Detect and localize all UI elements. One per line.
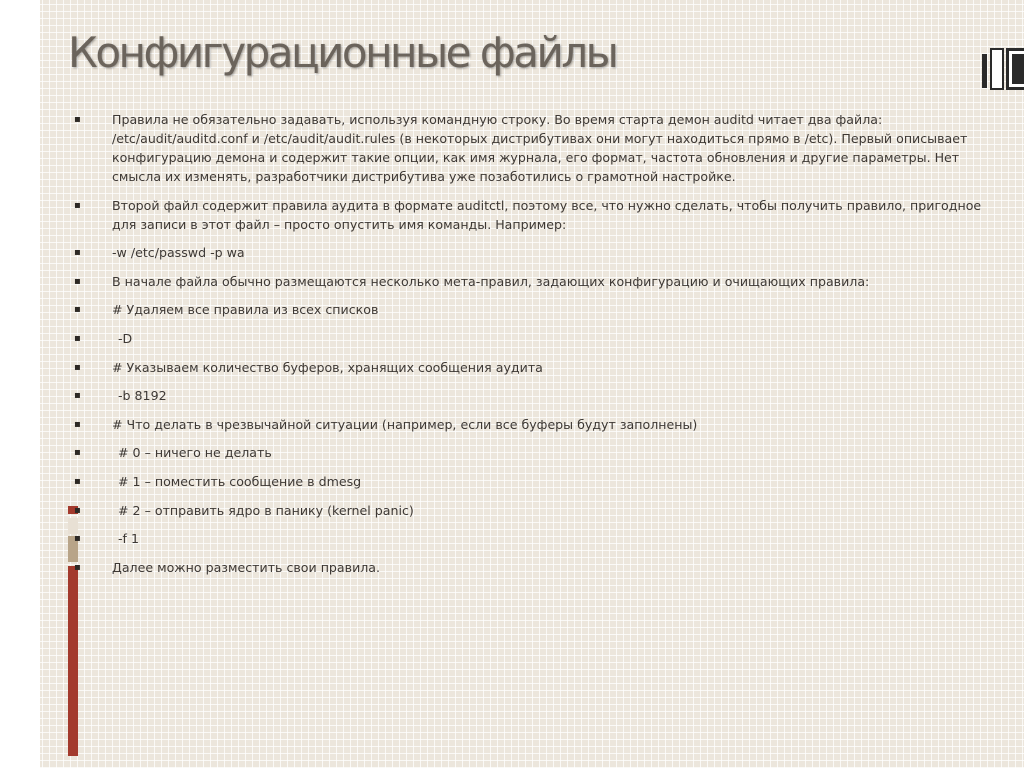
list-item <box>72 443 992 462</box>
list-item <box>72 415 992 434</box>
list-item-text: # Удаляем все правила из всех списков <box>112 302 379 318</box>
bullet-icon: ▪ <box>74 361 81 373</box>
corner-decoration-icon <box>982 48 1024 90</box>
bullet-icon: ▪ <box>74 199 81 211</box>
list-item-text: Далее можно разместить свои правила. <box>112 559 381 575</box>
bullet-icon: ▪ <box>74 447 81 459</box>
list-item <box>72 358 992 377</box>
list-item <box>72 329 992 348</box>
bullet-icon: ▪ <box>74 275 81 287</box>
bullet-list <box>72 110 992 586</box>
list-item <box>72 501 992 520</box>
list-item <box>72 529 992 548</box>
list-item <box>72 300 992 319</box>
list-item <box>72 243 992 262</box>
bullet-icon: ▪ <box>74 561 81 573</box>
list-item-text: -w /etc/passwd -p wa <box>112 245 245 261</box>
list-item-text: -f 1 <box>118 531 139 547</box>
list-item-text: -b 8192 <box>118 388 167 404</box>
list-item <box>72 272 992 291</box>
list-item-text: # Указываем количество буферов, хранящих сообщения аудита <box>112 359 543 375</box>
list-item <box>72 386 992 405</box>
list-item-text: # 1 – поместить сообщение в dmesg <box>118 473 362 489</box>
bullet-icon: ▪ <box>74 247 81 259</box>
list-item-text: # 0 – ничего не делать <box>118 445 272 461</box>
list-item <box>72 472 992 491</box>
list-item-text: Второй файл содержит правила аудита в формате auditctl, поэтому все, что нужно сделать, чтобы получить правило, пригодное для записи в этот файл – просто опустить имя команды. Например: <box>112 197 982 232</box>
left-frame <box>0 0 40 768</box>
list-item-text: -D <box>118 330 133 346</box>
list-item-text: # 2 – отправить ядро в панику (kernel panic) <box>118 502 414 518</box>
bullet-icon: ▪ <box>74 475 81 487</box>
list-item-text: В начале файла обычно размещаются несколько мета-правил, задающих конфигурацию и очищающих правила: <box>112 273 870 289</box>
list-item-text: # Что делать в чрезвычайной ситуации (например, если все буферы будут заполнены) <box>112 416 698 432</box>
slide-title: Конфигурационные файлы <box>68 28 617 77</box>
bullet-icon: ▪ <box>74 418 81 430</box>
bullet-icon: ▪ <box>74 304 81 316</box>
bullet-icon: ▪ <box>74 114 81 125</box>
accent-bar-red-long <box>68 566 78 756</box>
list-item <box>72 196 992 234</box>
list-item <box>72 110 992 186</box>
list-item-text: Правила не обязательно задавать, используя командную строку. Во время старта демон auditd читает два файла: /etc/audit/auditd.conf и /etc/audit/audit.rules (в некоторых дистрибутивах они могут находиться прямо в /etc). Первый описывает конфигурацию демона и содержит такие опции, как имя журнала, его формат, частота обновления и другие параметры. Нет смысла их изменять, разработчики дистрибутива уже позаботились о грамотной настройке. <box>112 112 968 184</box>
bullet-icon: ▪ <box>74 332 81 344</box>
slide <box>40 0 1024 768</box>
bullet-icon: ▪ <box>74 533 81 545</box>
bullet-icon: ▪ <box>74 390 81 402</box>
list-item <box>72 558 992 577</box>
bullet-icon: ▪ <box>74 504 81 516</box>
